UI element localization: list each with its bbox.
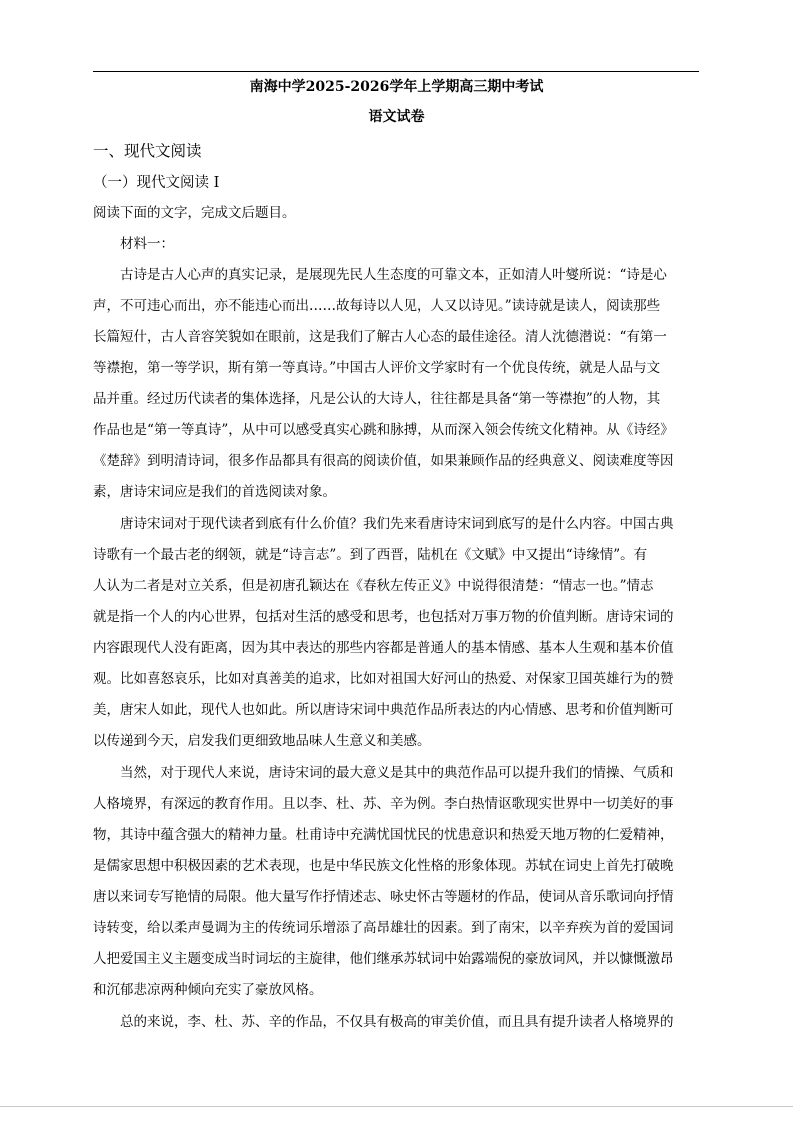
paragraph-line: 总的来说，李、杜、苏、辛的作品，不仅具有极高的审美价值，而且具有提升读者人格境界的 (120, 1014, 674, 1030)
paragraph-line: 古诗是古人心声的真实记录，是展现先民人生态度的可靠文本，正如清人叶燮所说：“诗是心 (120, 267, 667, 283)
paragraph-line: 素，唐诗宋词应是我们的首选阅读对象。 (93, 484, 336, 500)
exam-title: 南海中学2025-2026学年上学期高三期中考试 (249, 79, 544, 95)
section-subheading: （一）现代文阅读 I (93, 175, 220, 191)
instruction-text: 阅读下面的文字，完成文后题目。 (93, 205, 296, 221)
paragraph-line: 等襟抱，第一等学识，斯有第一等真诗。”中国古人评价文学家时有一个优良传统，就是人品与文 (93, 360, 661, 376)
paragraph-line: 诗转变，给以柔声曼调为主的传统词乐增添了高昂雄壮的因素。到了南宋，以辛弃疾为首的爱国词 (93, 920, 674, 936)
exam-subject: 语文试卷 (368, 109, 425, 125)
paragraph-line: 唐诗宋词对于现代读者到底有什么价值？我们先来看唐诗宋词到底写的是什么内容。中国古典 (120, 516, 674, 532)
material-label: 材料一： (120, 236, 174, 252)
paragraph-line: 观。比如喜怒哀乐，比如对真善美的追求，比如对祖国大好河山的热爱、对保家卫国英雄行为的赞 (93, 671, 674, 687)
paragraph-line: 物，其诗中蕴含强大的精神力量。杜甫诗中充满忧国忧民的忧患意识和热爱天地万物的仁爱精神， (93, 827, 674, 843)
paragraph-line: 当然，对于现代人来说，唐诗宋词的最大意义是其中的典范作品可以提升我们的情操、气质和 (120, 765, 674, 781)
paragraph-line: 唐以来词专写艳情的局限。他大量写作抒情述志、咏史怀古等题材的作品，使词从音乐歌词向抒情 (93, 889, 674, 905)
paragraph-line: 作品也是“第一等真诗”，从中可以感受真实心跳和脉搏，从而深入领会传统文化精神。从《诗经》 (93, 422, 674, 438)
paragraph-line: 内容跟现代人没有距离，因为其中表达的那些内容都是普通人的基本情感、基本人生观和基本价值 (93, 640, 674, 656)
paragraph-line: 《楚辞》到明清诗词，很多作品都具有很高的阅读价值，如果兼顾作品的经典意义、阅读难度等因 (93, 453, 674, 469)
paragraph-line: 就是指一个人的内心世界，包括对生活的感受和思考，也包括对万事万物的价值判断。唐诗宋词的 (93, 609, 674, 625)
header-rule (93, 71, 699, 72)
paragraph-line: 和沉郁悲凉两种倾向充实了豪放风格。 (93, 982, 323, 998)
page-bottom-edge (0, 1106, 793, 1107)
section-heading: 一、现代文阅读 (93, 142, 202, 160)
paragraph-line: 人把爱国主义主题变成当时词坛的主旋律，他们继承苏轼词中始露端倪的豪放词风，并以慷慨激昂 (93, 951, 674, 967)
paragraph-line: 人认为二者是对立关系，但是初唐孔颖达在《春秋左传正义》中说得很清楚：“情志一也。”情志 (93, 578, 654, 594)
paragraph-line: 美，唐宋人如此，现代人也如此。所以唐诗宋词中典范作品所表达的内心情感、思考和价值判断可 (93, 702, 674, 718)
paragraph-line: 以传递到今天，启发我们更细致地品味人生意义和美感。 (93, 733, 431, 749)
paragraph-line: 是儒家思想中积极因素的艺术表现，也是中华民族文化性格的形象体现。苏轼在词史上首先打破晚 (93, 858, 674, 874)
paragraph-line: 声，不可违心而出，亦不能违心而出……故每诗以人见，人又以诗见。”读诗就是读人，阅读那些 (93, 298, 661, 314)
paragraph-line: 长篇短什，古人音容笑貌如在眼前，这是我们了解古人心态的最佳途径。清人沈德潜说：“有第一 (93, 329, 667, 345)
paragraph-line: 人格境界，有深远的教育作用。且以李、杜、苏、辛为例。李白热情讴歌现实世界中一切美好的事 (93, 796, 674, 812)
paragraph-line: 品并重。经过历代读者的集体选择，凡是公认的大诗人，往往都是具备“第一等襟抱”的人物，其 (93, 391, 661, 407)
paragraph-line: 诗歌有一个最古老的纲领，就是“诗言志”。到了西晋，陆机在《文赋》中又提出“诗缘情”。有 (93, 547, 648, 563)
